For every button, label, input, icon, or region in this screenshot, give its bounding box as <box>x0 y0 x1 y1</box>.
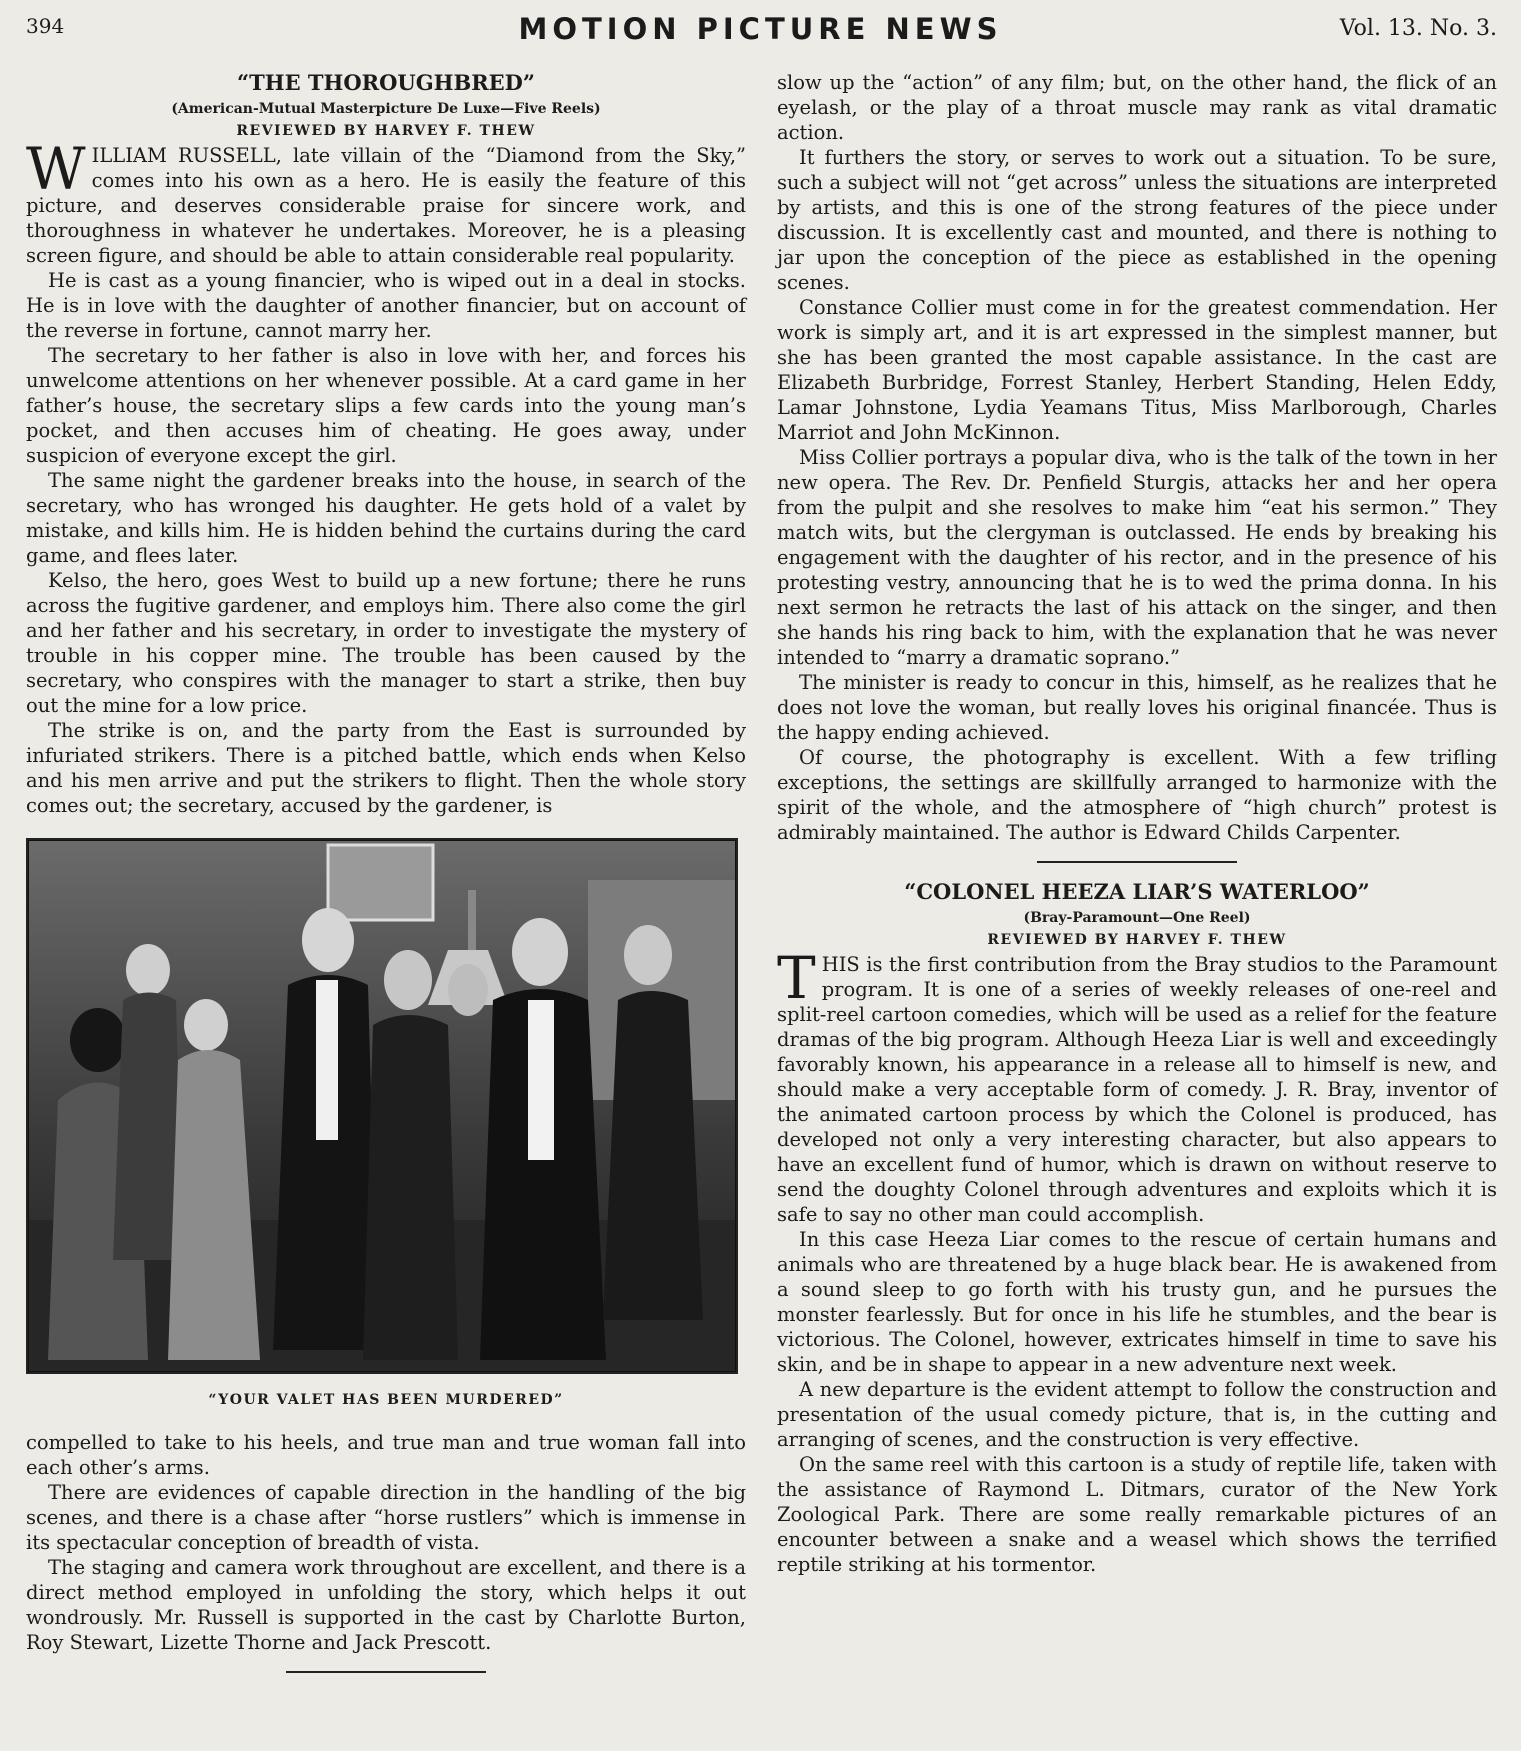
paragraph: The minister is ready to concur in this, himself, as he realizes that he does not love the woman, but really loves his original financée. Thus is the happy ending achieved. <box>777 671 1497 744</box>
paragraph: The strike is on, and the party from the East is surrounded by infuriated strikers. There is a pitched battle, which ends when Kelso and his men arrive and put the strikers to flight. Then the whole story comes out; the secretary, accused by the gardener, is <box>26 719 746 817</box>
paragraph: Miss Collier portrays a popular diva, who is the talk of the town in her new opera. The Rev. Dr. Penfield Sturgis, attacks her and her opera from the pulpit and she resolves to make him “eat his sermon.” They match wits, but the clergyman is outclassed. He ends by breaking his engagement with the daughter of his rector, and in the presence of his protesting vestry, announcing that he is to wed the prima donna. In his next sermon he retracts the last of his attack on the singer, and then she hands his ring back to him, with the explanation that he was never intended to “marry a dramatic soprano.” <box>777 446 1497 669</box>
article-title-thoroughbred: “THE THOROUGHBRED” <box>237 70 535 95</box>
film-still-photo <box>26 838 738 1374</box>
issue-number: Vol. 13. No. 3. <box>1339 16 1497 41</box>
right-column <box>777 70 1497 1577</box>
section-divider <box>1037 861 1237 863</box>
paragraph: The secretary to her father is also in love with her, and forces his unwelcome attentions on her whenever possible. At a card game in her father’s house, the secretary slips a few cards into the young man’s pocket, and then accuses him of cheating. He goes away, under suspicion of everyone except the girl. <box>26 344 746 467</box>
article-subtitle: (American-Mutual Masterpicture De Luxe—Five Reels) <box>171 101 601 117</box>
left-column <box>26 70 746 1689</box>
article-byline: REVIEWED BY HARVEY F. THEW <box>987 932 1287 948</box>
page-number: 394 <box>26 14 65 38</box>
paragraph: There are evidences of capable direction in the handling of the big scenes, and there is a chase after “horse rustlers” which is immense in its spectacular conception of breadth of vista. <box>26 1481 746 1554</box>
paragraph: slow up the “action” of any film; but, on the other hand, the flick of an eyelash, or the play of a throat muscle may rank as vital dramatic action. <box>777 71 1497 144</box>
paragraph: On the same reel with this cartoon is a study of reptile life, taken with the assistance of Raymond L. Ditmars, curator of the New York Zoological Park. There are some really remarkable pictures of an encounter between a snake and a weasel which shows the terrified reptile striking at his tormentor. <box>777 1453 1497 1576</box>
paragraph-text: ILLIAM RUSSELL, late villain of the “Diamond from the Sky,” comes into his own as a hero. He is easily the feature of this picture, and deserves considerable praise for sincere work, and thoroughness in whatever he undertakes. Moreover, he is a pleasing screen figure, and should be able to attain considerable real popularity. <box>26 144 746 267</box>
photo-caption: “YOUR VALET HAS BEEN MURDERED” <box>208 1392 564 1408</box>
paragraph: Kelso, the hero, goes West to build up a new fortune; there he runs across the fugitive gardener, and employs him. There also come the girl and her father and his secretary, in order to investigate the mystery of trouble in his copper mine. The trouble has been caused by the secretary, who conspires with the manager to start a strike, then buy out the mine for a low price. <box>26 569 746 717</box>
paragraph-text: HIS is the first contribution from the Bray studios to the Paramount program. It is one of a series of weekly releases of one-reel and split-reel cartoon comedies, which will be used as a relief for the feature dramas of the big program. Although Heeza Liar is well and exceedingly favorably known, his appearance in a release all to himself is new, and should make a very acceptable form of comedy. J. R. Bray, inventor of the animated cartoon process by which the Colonel is produced, has developed not only a very interesting character, but also appears to have an excellent fund of humor, which is drawn on without reserve to send the doughty Colonel through adventures and exploits which it is safe to say no other man could accomplish. <box>777 953 1497 1226</box>
drop-cap: T <box>777 944 816 1012</box>
paragraph: He is cast as a young financier, who is wiped out in a deal in stocks. He is in love with the daughter of another financier, but on account of the reverse in fortune, cannot marry her. <box>26 269 746 342</box>
paragraph <box>777 944 1497 1227</box>
drop-cap: W <box>26 135 86 203</box>
paragraph <box>26 135 746 268</box>
paragraph: compelled to take to his heels, and true man and true woman fall into each other’s arms. <box>26 1431 746 1479</box>
page-header <box>0 0 1521 60</box>
paragraph: It furthers the story, or serves to work out a situation. To be sure, such a subject will not “get across” unless the situations are interpreted by artists, and this is one of the strong features of the piece under discussion. It is excellently cast and mounted, and there is nothing to jar upon the conception of the piece as established in the opening scenes. <box>777 146 1497 294</box>
paragraph: In this case Heeza Liar comes to the rescue of certain humans and animals who are threatened by a huge black bear. He is awakened from a sound sleep to go forth with his trusty gun, and he pursues the monster fearlessly. But for once in his life he stumbles, and the bear is victorious. The Colonel, however, extricates himself in time to save his skin, and be in shape to appear in a new adventure next week. <box>777 1228 1497 1376</box>
paragraph: The same night the gardener breaks into the house, in search of the secretary, who has wronged his daughter. He gets hold of a valet by mistake, and kills him. He is hidden behind the curtains during the card game, and flees later. <box>26 469 746 567</box>
section-divider <box>286 1671 486 1673</box>
paragraph: Constance Collier must come in for the greatest commendation. Her work is simply art, and it is art expressed in the simplest manner, but she has been granted the most capable assistance. In the cast are Elizabeth Burbridge, Forrest Stanley, Herbert Standing, Helen Eddy, Lamar Johnstone, Lydia Yeamans Titus, Miss Marlborough, Charles Marriot and John McKinnon. <box>777 296 1497 444</box>
paragraph: A new departure is the evident attempt to follow the construction and presentation of the usual comedy picture, that is, in the cutting and arranging of scenes, and the construction is very effective. <box>777 1378 1497 1451</box>
paragraph: The staging and camera work throughout are excellent, and there is a direct method employed in unfolding the story, which helps it out wondrously. Mr. Russell is supported in the cast by Charlotte Burton, Roy Stewart, Lizette Thorne and Jack Prescott. <box>26 1556 746 1654</box>
article-title-heeza-liar: “COLONEL HEEZA LIAR’S WATERLOO” <box>904 879 1370 904</box>
masthead-title: MOTION PICTURE NEWS <box>518 12 1003 46</box>
article-byline: REVIEWED BY HARVEY F. THEW <box>236 123 536 139</box>
article-subtitle: (Bray-Paramount—One Reel) <box>1023 910 1251 926</box>
paragraph: Of course, the photography is excellent. With a few trifling exceptions, the settings are skillfully arranged to harmonize with the spirit of the whole, and the atmosphere of “high church” protest is admirably maintained. The author is Edward Childs Carpenter. <box>777 746 1497 844</box>
